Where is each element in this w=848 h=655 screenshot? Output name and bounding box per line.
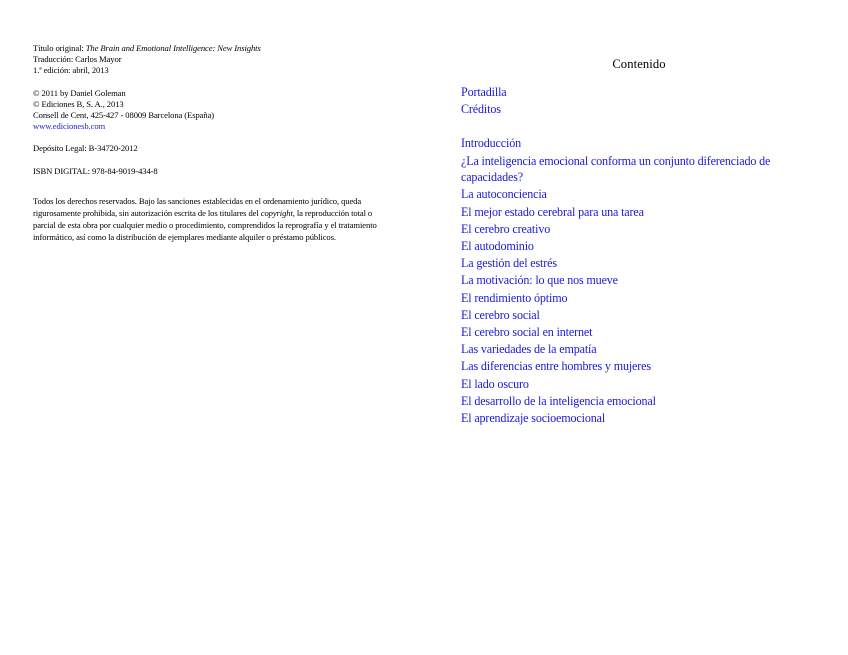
toc-chapter-link[interactable]: ¿La inteligencia emocional conforma un conjunto diferenciado de capacidades? [461,153,771,185]
rights-notice [33,195,395,244]
original-title-label: Título original: [33,43,86,53]
isbn: ISBN DIGITAL: 978-84-9019-434-8 [33,165,158,176]
copyright-author: © 2011 by Daniel Goleman [33,87,126,98]
table-of-contents [461,84,831,427]
contents-page [424,0,848,655]
contents-heading [424,57,848,72]
original-title-line [33,43,395,54]
toc-chapter-link[interactable]: El rendimiento óptimo [461,290,568,305]
toc-chapter-link[interactable]: El aprendizaje socioemocional [461,411,606,426]
front-matter-link[interactable]: Créditos [461,102,501,117]
toc-chapter-link[interactable]: Las diferencias entre hombres y mujeres [461,359,651,374]
rights-text-1: Todos los derechos reservados. Bajo las sanciones establecidas en el ordenamiento jurídico, queda rigurosamente prohibida, sin autorización escrita de los titulares del [33,195,362,219]
toc-chapter-link[interactable]: El lado oscuro [461,376,529,391]
publisher-website-link[interactable]: www.edicionesb.com [33,121,106,132]
translation-line: Traducción: Carlos Mayor [33,54,122,65]
copyright-info [33,88,395,133]
toc-chapter-link[interactable]: El cerebro creativo [461,221,551,236]
rights-copyright-word: copyright [260,208,293,219]
toc-chapter-link[interactable]: La autoconciencia [461,187,547,202]
toc-chapter-link[interactable]: La gestión del estrés [461,256,557,271]
title-info [33,43,395,77]
credits-block [33,43,395,244]
toc-chapter-link[interactable]: Introducción [461,136,521,151]
legal-deposit: Depósito Legal: B-34720-2012 [33,143,138,154]
toc-chapter-link[interactable]: Las variedades de la empatía [461,342,597,357]
edition-line: 1.ª edición: abril, 2013 [33,65,109,76]
front-matter-link[interactable]: Portadilla [461,85,507,99]
toc-chapter-link[interactable]: El autodominio [461,239,534,254]
rights-text-2: , la reproducción total o parcial de esta obra por cualquier medio o procedimiento, comprendidos la reprografía y el tratamiento informático, así como la distribución de ejemplares mediante alquiler o préstamo públicos. [33,208,377,243]
chapter-links [461,135,831,427]
toc-spacer [461,118,831,135]
toc-chapter-link[interactable]: El mejor estado cerebral para una tarea [461,204,644,219]
original-title: The Brain and Emotional Intelligence: New Insights [85,43,261,53]
copyright-publisher: © Ediciones B, S. A., 2013 [33,98,124,109]
toc-chapter-link[interactable]: El desarrollo de la inteligencia emocional [461,393,656,408]
front-matter-links [461,84,831,118]
contents-title: Contenido [612,57,666,71]
publisher-address: Consell de Cent, 425-427 - 08009 Barcelona (España) [33,110,215,121]
toc-chapter-link[interactable]: La motivación: lo que nos mueve [461,273,618,288]
toc-chapter-link[interactable]: El cerebro social en internet [461,325,593,340]
toc-chapter-link[interactable]: El cerebro social [461,307,540,322]
